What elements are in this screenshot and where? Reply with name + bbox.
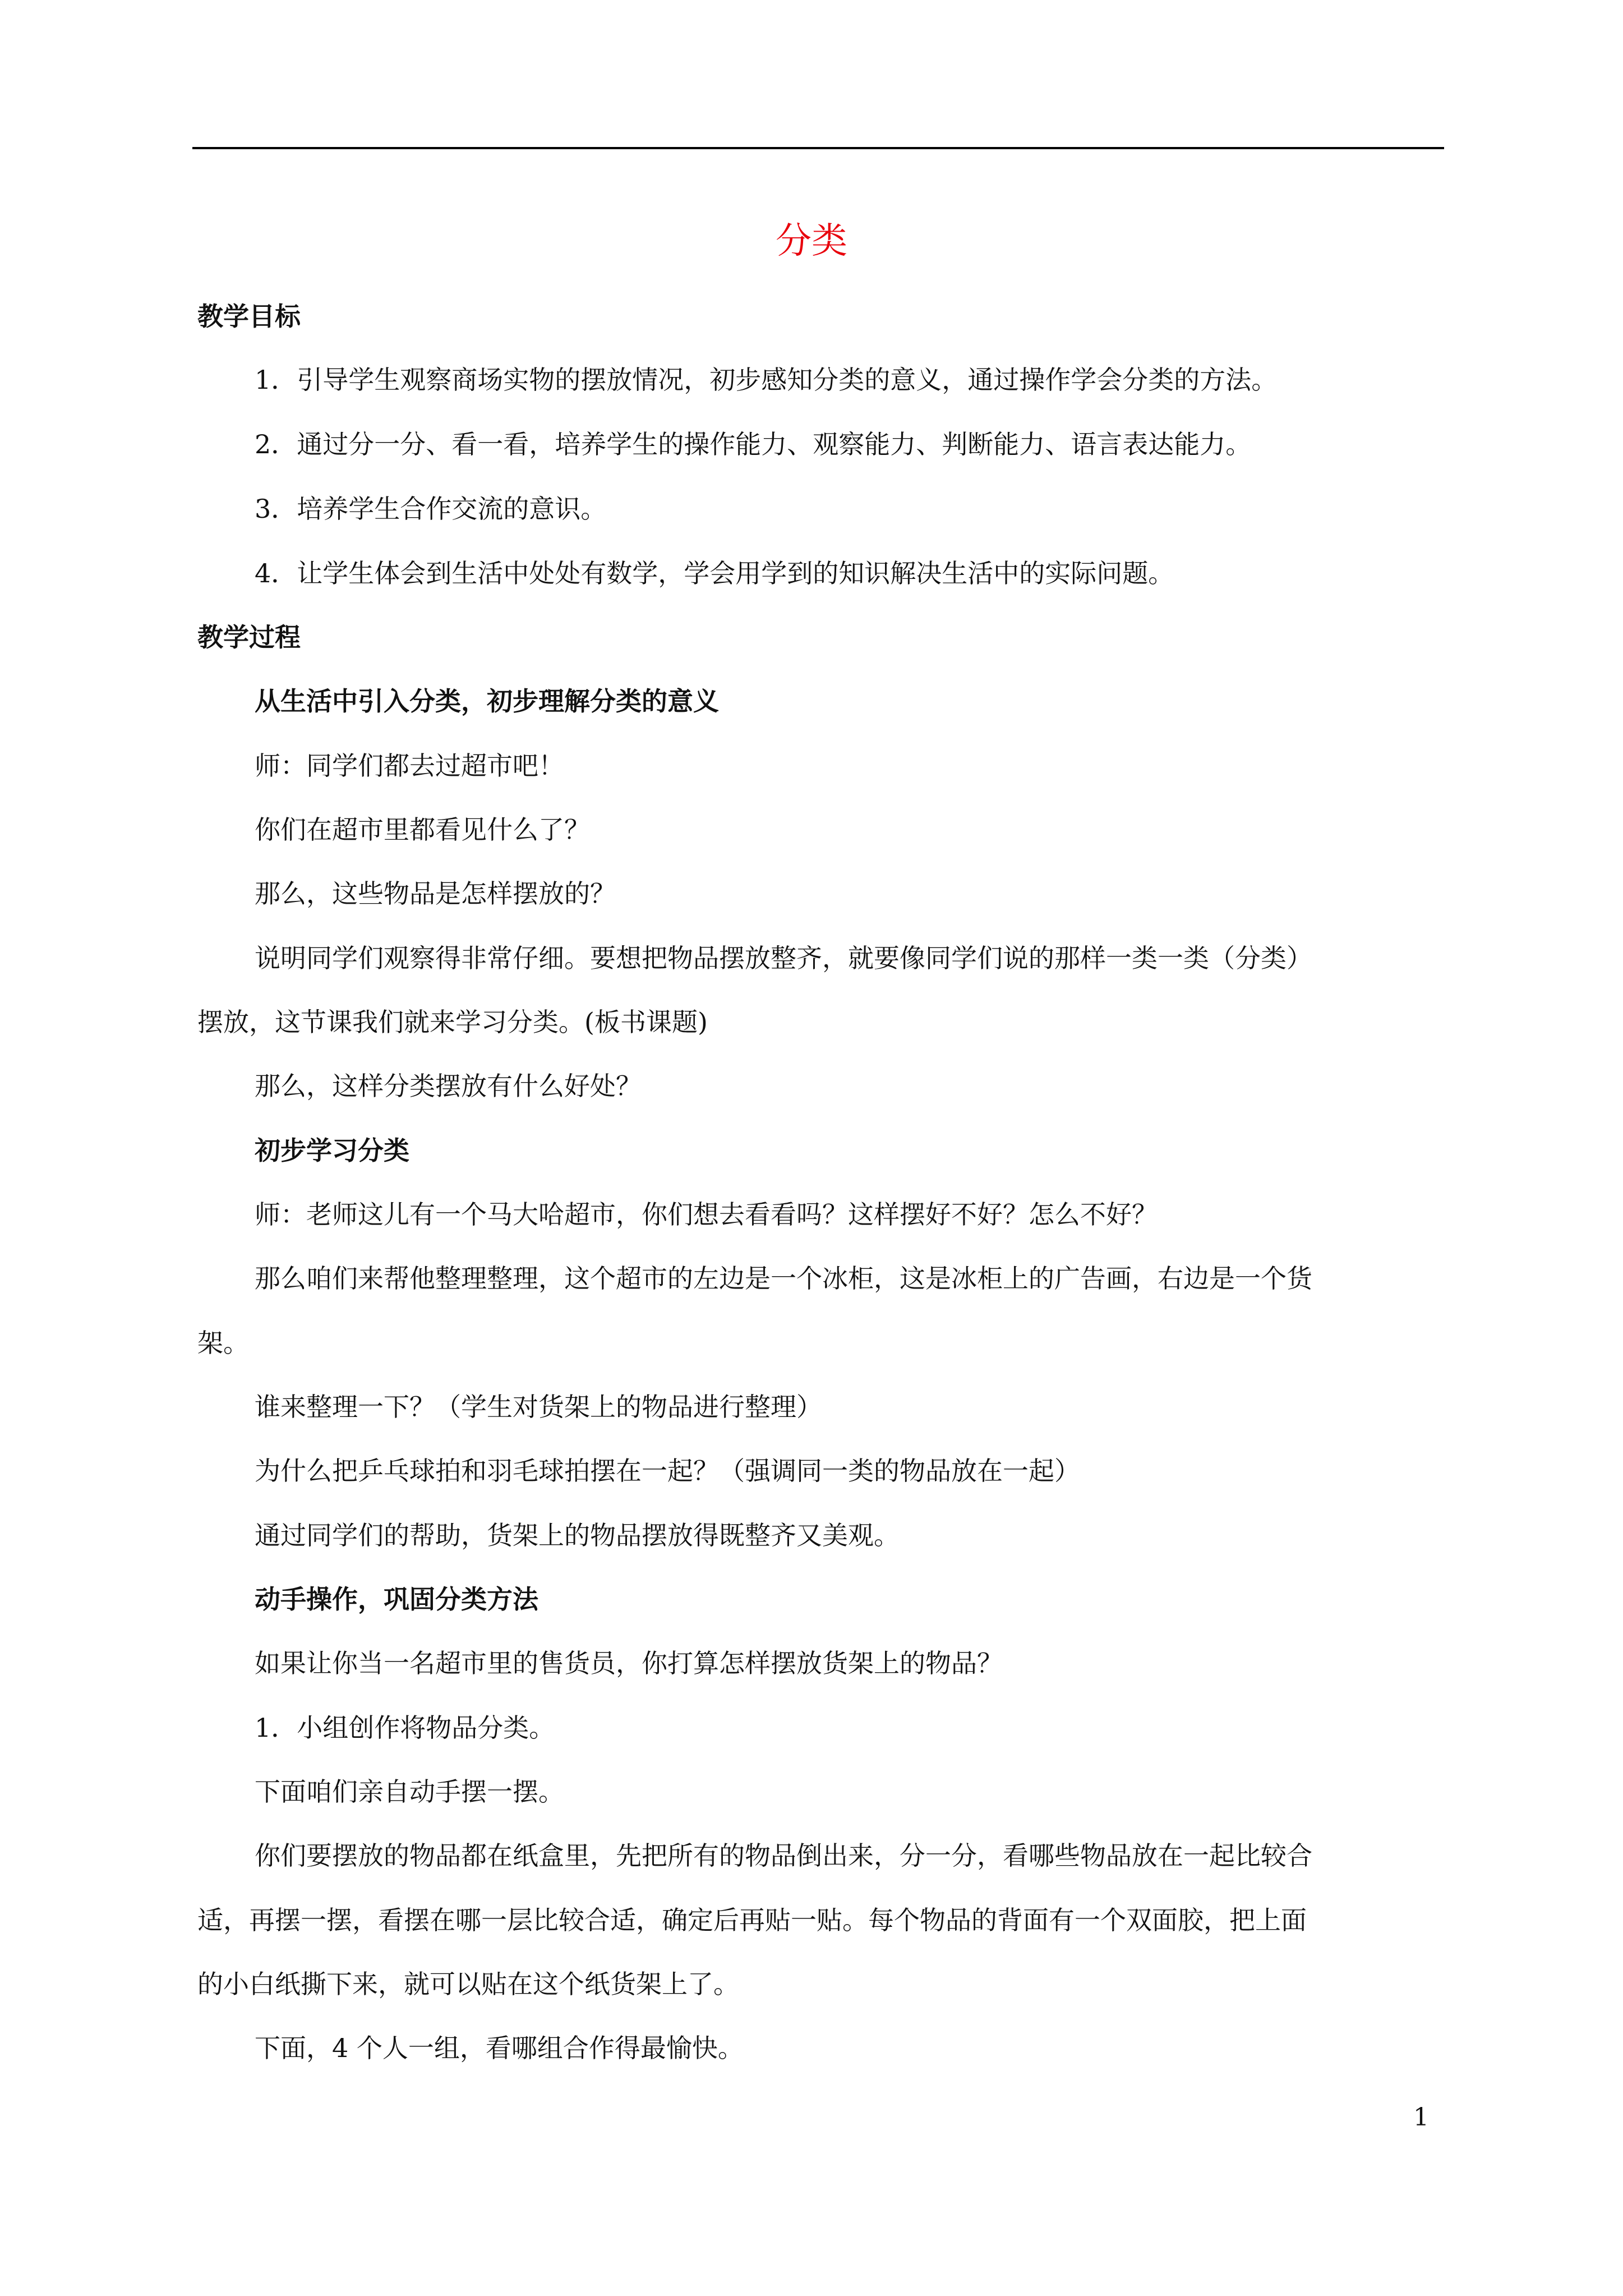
subsection-heading-2: 初步学习分类 [255,1135,409,1166]
goal-item-1: 1．引导学生观察商场实物的摆放情况，初步感知分类的意义，通过操作学会分类的方法。 [255,365,1278,395]
subsection-heading-1: 从生活中引入分类，初步理解分类的意义 [255,686,719,716]
paragraph-line: 那么，这些物品是怎样摆放的？ [255,878,616,909]
paragraph-line-continued: 架。 [197,1328,249,1358]
paragraph-line: 1．小组创作将物品分类。 [255,1713,555,1743]
paragraph-line: 师：老师这儿有一个马大哈超市，你们想去看看吗？这样摆好不好？怎么不好？ [255,1199,1158,1230]
paragraph-line: 为什么把乒乓球拍和羽毛球拍摆在一起？（强调同一类的物品放在一起） [255,1456,1080,1486]
section-heading-goals: 教学目标 [197,301,301,332]
paragraph-line-continued: 摆放，这节课我们就来学习分类。(板书课题) [197,1007,708,1037]
header-rule [192,147,1444,149]
paragraph-line: 下面咱们亲自动手摆一摆。 [255,1777,564,1807]
goal-item-3: 3．培养学生合作交流的意识。 [255,494,607,524]
paragraph-line: 说明同学们观察得非常仔细。要想把物品摆放整齐，就要像同学们说的那样一类一类（分类） [255,943,1312,973]
paragraph-line: 师：同学们都去过超市吧！ [255,751,564,781]
section-heading-process: 教学过程 [197,622,301,652]
paragraph-line: 谁来整理一下？（学生对货架上的物品进行整理） [255,1392,822,1422]
goal-item-2: 2．通过分一分、看一看，培养学生的操作能力、观察能力、判断能力、语言表达能力。 [255,429,1252,459]
goal-item-4: 4．让学生体会到生活中处处有数学，学会用学到的知识解决生活中的实际问题。 [255,558,1174,588]
document-title: 分类 [776,220,847,262]
paragraph-line: 下面，4 个人一组，看哪组合作得最愉快。 [255,2033,744,2063]
paragraph-line-continued: 的小白纸撕下来，就可以贴在这个纸货架上了。 [197,1969,739,1999]
paragraph-line: 通过同学们的帮助，货架上的物品摆放得既整齐又美观。 [255,1520,900,1550]
paragraph-line: 你们在超市里都看见什么了？ [255,815,590,845]
page-number: 1 [1413,2103,1429,2132]
paragraph-line: 如果让你当一名超市里的售货员，你打算怎样摆放货架上的物品？ [255,1648,1003,1678]
paragraph-line-continued: 适，再摆一摆，看摆在哪一层比较合适，确定后再贴一贴。每个物品的背面有一个双面胶，把上面 [197,1905,1307,1935]
subsection-heading-3: 动手操作，巩固分类方法 [255,1584,538,1614]
paragraph-line: 那么咱们来帮他整理整理，这个超市的左边是一个冰柜，这是冰柜上的广告画，右边是一个货 [255,1263,1312,1294]
paragraph-line: 你们要摆放的物品都在纸盒里，先把所有的物品倒出来，分一分，看哪些物品放在一起比较合 [255,1841,1312,1871]
paragraph-line: 那么，这样分类摆放有什么好处？ [255,1071,642,1101]
